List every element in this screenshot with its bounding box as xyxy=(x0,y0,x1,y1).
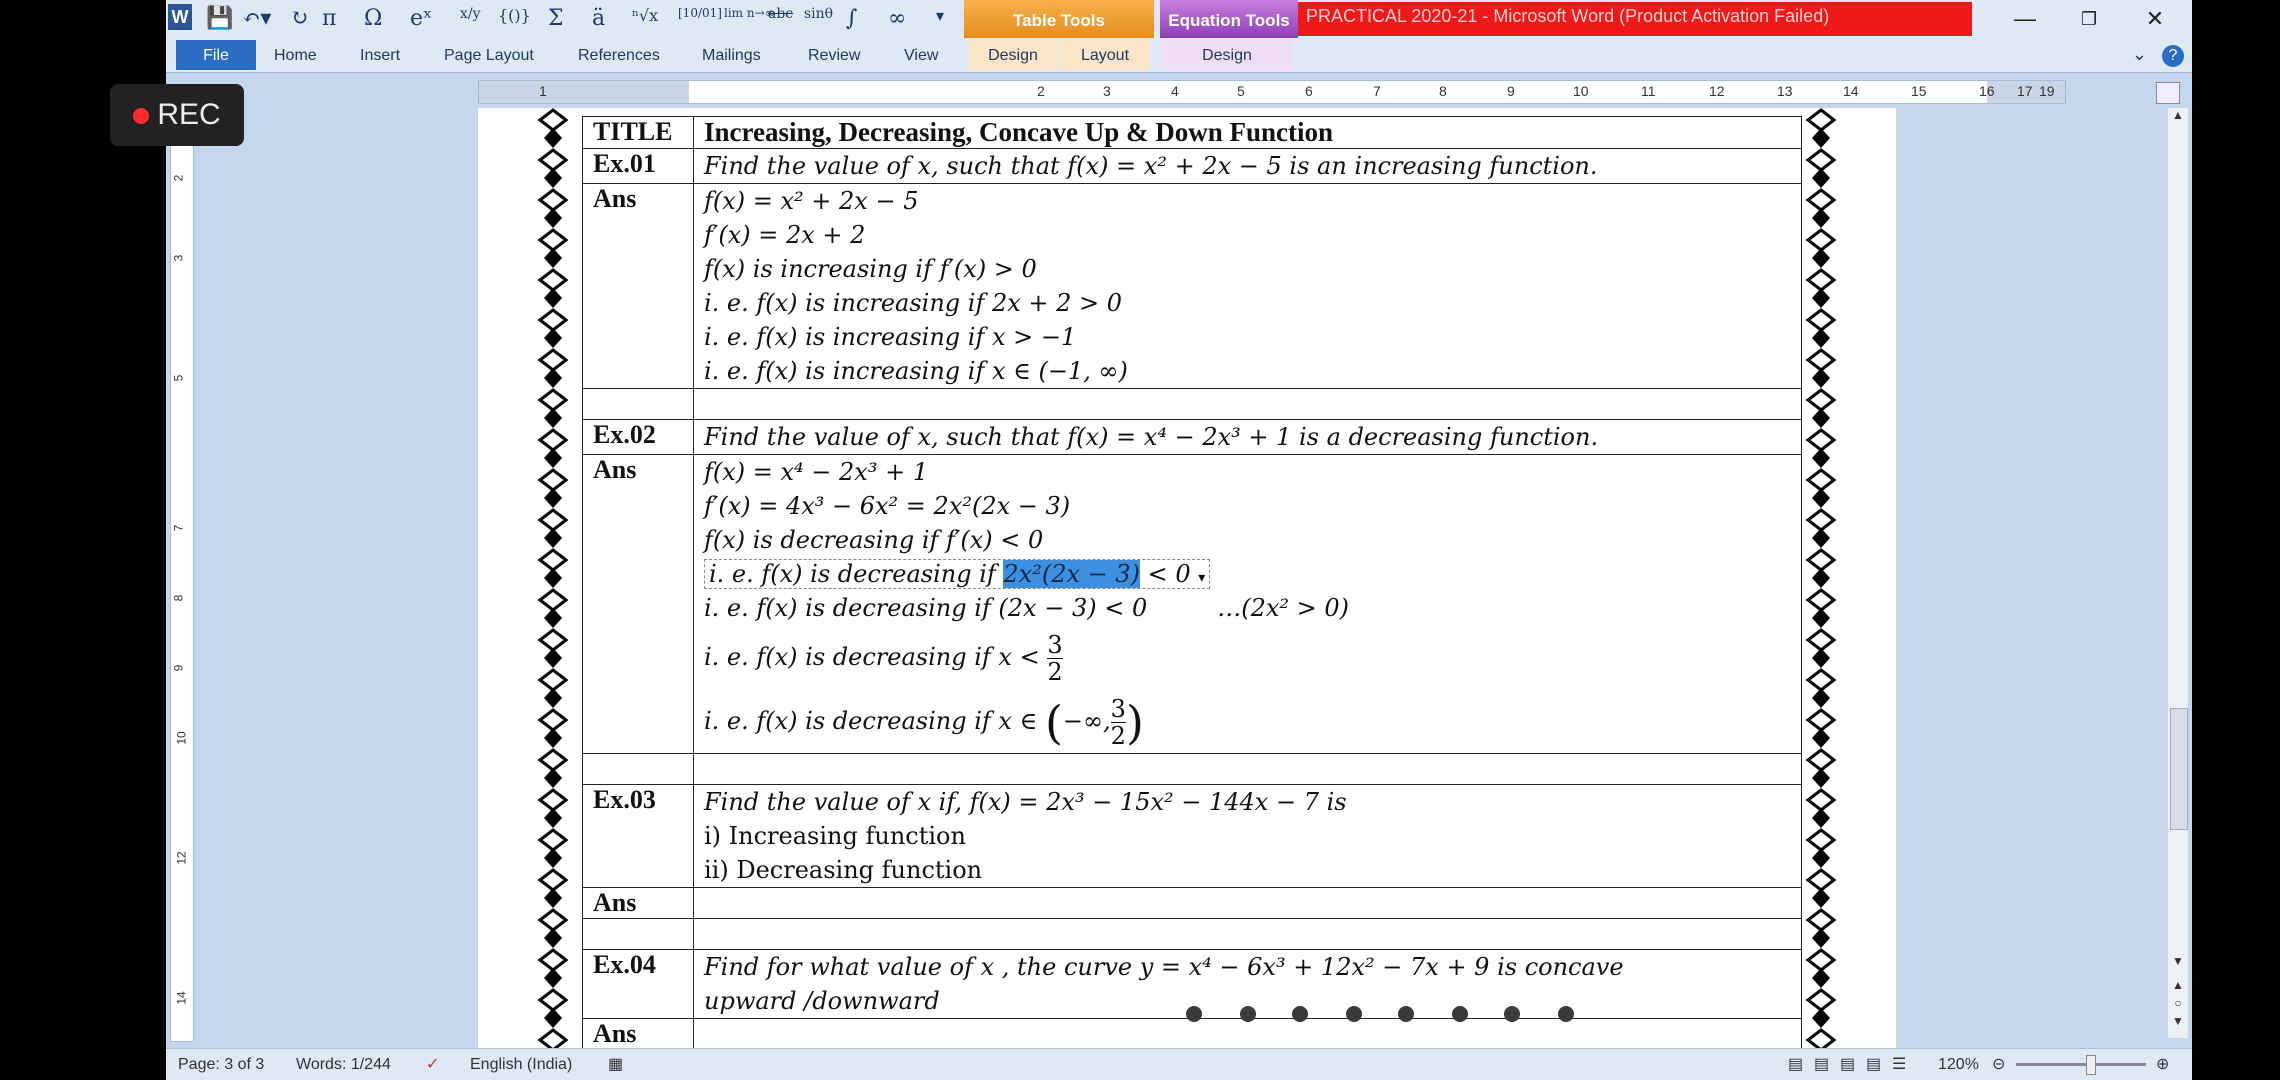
active-equation-line[interactable] xyxy=(704,557,1791,591)
undo-icon[interactable]: ↶▾ xyxy=(242,6,272,31)
selected-equation-text[interactable]: 2x²(2x − 3) xyxy=(1003,560,1141,588)
equation-line xyxy=(704,689,1791,753)
equation-text: i. e. f(x) is decreasing if (2x − 3) < 0 xyxy=(704,594,1148,622)
empty-cell[interactable] xyxy=(694,389,1802,420)
equation-line: f(x) = x⁴ − 2x³ + 1 xyxy=(704,458,929,486)
scroll-down-icon[interactable]: ▼ xyxy=(2172,954,2184,968)
pi-symbol-button[interactable]: π xyxy=(322,6,337,31)
outline-icon[interactable]: ▤ xyxy=(1866,1056,1882,1073)
worksheet-table-container xyxy=(582,116,1802,1048)
right-paren: ) xyxy=(1125,695,1144,750)
matrix-button[interactable]: [10/01] xyxy=(678,6,722,20)
ruler-number: 5 xyxy=(1237,83,1245,99)
page-indicator-dot[interactable] xyxy=(1186,1006,1202,1022)
tab-review[interactable]: Review xyxy=(808,47,861,64)
fraction-button[interactable]: x/y xyxy=(460,6,481,22)
equation-line: f′(x) = 2x + 2 xyxy=(704,221,866,249)
page-indicator-dot[interactable] xyxy=(1558,1006,1574,1022)
ruler-number: 19 xyxy=(2039,83,2055,99)
status-bar xyxy=(166,1048,2192,1080)
ex03-question-cell[interactable] xyxy=(694,785,1802,888)
ruler-number: 17 xyxy=(2017,83,2033,99)
strikethrough-button[interactable]: abc xyxy=(768,6,794,22)
equation-line: f(x) is increasing if f′(x) > 0 xyxy=(704,255,1037,283)
ex03-ans-label[interactable]: Ans xyxy=(583,888,694,919)
equation-text: i. e. f(x) is decreasing if x ∈ xyxy=(704,707,1045,735)
integral-button[interactable]: ∫ xyxy=(846,6,858,31)
zoom-slider[interactable] xyxy=(2016,1063,2146,1066)
page-indicator-dot[interactable] xyxy=(1240,1006,1256,1022)
tab-equation-design[interactable]: Design xyxy=(1162,40,1292,70)
ruler-number: 2 xyxy=(1037,83,1045,99)
equation-text: i. e. f(x) is decreasing if x < xyxy=(704,643,1048,671)
ruler-number: 7 xyxy=(1373,83,1381,99)
ruler-number: 16 xyxy=(1979,83,1995,99)
word-window xyxy=(166,0,2192,1080)
table-row xyxy=(583,455,1802,754)
table-row xyxy=(583,420,1802,455)
empty-cell[interactable] xyxy=(583,389,694,420)
empty-cell[interactable] xyxy=(583,754,694,785)
vruler-number: 9 xyxy=(171,664,186,672)
ruler-number: 13 xyxy=(1777,83,1793,99)
ex02-ans-label[interactable]: Ans xyxy=(583,455,694,754)
table-row xyxy=(583,785,1802,888)
fraction-denominator: 2 xyxy=(1110,722,1126,750)
vruler-number: 7 xyxy=(171,524,186,532)
vruler-number: 12 xyxy=(174,851,189,865)
tab-references[interactable]: References xyxy=(578,47,660,64)
equation-line xyxy=(704,625,1791,689)
tab-page-layout[interactable]: Page Layout xyxy=(444,47,534,64)
bracket-button[interactable]: {()} xyxy=(498,6,531,25)
ruler-number: 6 xyxy=(1305,83,1313,99)
ex04-question-continued: upward /downward xyxy=(704,987,940,1015)
ruler-number: 9 xyxy=(1507,83,1515,99)
next-page-icon[interactable]: ▼ xyxy=(2172,1014,2184,1028)
ex03-answer-cell[interactable] xyxy=(694,888,1802,919)
empty-cell[interactable] xyxy=(583,919,694,950)
tab-table-design[interactable]: Design xyxy=(968,40,1058,70)
page-indicator-dot[interactable] xyxy=(1452,1006,1468,1022)
equation-text: < 0 xyxy=(1140,560,1191,588)
title-label[interactable]: TITLE xyxy=(583,117,694,149)
close-icon[interactable]: ✕ xyxy=(2145,6,2165,31)
decorative-page-border-left xyxy=(536,108,570,1048)
table-tools-header: Table Tools xyxy=(964,0,1154,38)
view-ruler-icon[interactable] xyxy=(2156,82,2180,104)
ex01-label[interactable]: Ex.01 xyxy=(583,149,694,184)
table-row xyxy=(583,1019,1802,1049)
exponent-button[interactable]: eˣ xyxy=(410,6,433,31)
infinity-button[interactable]: ∞ xyxy=(888,6,907,31)
ex02-label[interactable]: Ex.02 xyxy=(583,420,694,455)
tab-table-layout[interactable]: Layout xyxy=(1060,40,1150,70)
ex04-question: Find for what value of x , the curve y = x⁴ − 6x³ + 12x² − 7x + 9 is concave xyxy=(704,953,1624,981)
equation-text: −∞, xyxy=(1062,707,1111,735)
vruler-number: 8 xyxy=(171,594,186,602)
page-indicator-dot[interactable] xyxy=(1292,1006,1308,1022)
browse-object-icon[interactable]: ○ xyxy=(2174,996,2182,1010)
equation-line: f(x) is decreasing if f′(x) < 0 xyxy=(704,526,1044,554)
equation-text: i. e. f(x) is decreasing if xyxy=(709,560,1004,588)
proofing-icon[interactable]: ✓ xyxy=(426,1056,440,1073)
document-page[interactable] xyxy=(478,108,1896,1048)
equation-line: i. e. f(x) is increasing if x > −1 xyxy=(704,323,1077,351)
vruler-number: 3 xyxy=(171,254,186,262)
list-item: i) Increasing function xyxy=(704,822,966,850)
fraction xyxy=(1111,696,1126,749)
ex02-question-cell[interactable] xyxy=(694,420,1802,455)
ruler-number: 11 xyxy=(1641,83,1656,99)
recording-indicator[interactable] xyxy=(110,84,244,146)
vruler-number: 5 xyxy=(171,374,186,382)
word-count[interactable]: Words: 1/244 xyxy=(296,1056,391,1073)
table-row xyxy=(583,888,1802,919)
zoom-in-icon[interactable]: ⊕ xyxy=(2156,1056,2170,1073)
vertical-ruler[interactable] xyxy=(170,110,194,1042)
equation-options-icon[interactable]: ▾ xyxy=(1198,570,1206,586)
ex02-answer-cell[interactable] xyxy=(694,455,1802,754)
zoom-level[interactable]: 120% xyxy=(1938,1056,1979,1073)
full-screen-reading-icon[interactable]: ▤ xyxy=(1814,1056,1830,1073)
help-icon[interactable]: ? xyxy=(2162,45,2184,67)
draft-icon[interactable]: ☰ xyxy=(1892,1056,1907,1073)
vruler-number: 2 xyxy=(171,174,186,182)
redo-icon[interactable]: ↻ xyxy=(290,6,309,31)
language-indicator[interactable]: English (India) xyxy=(470,1056,573,1073)
fraction-numerator: 3 xyxy=(1047,631,1063,659)
ruler-number: 12 xyxy=(1709,83,1725,99)
equation-note: …(2x² > 0) xyxy=(1217,594,1350,622)
zoom-slider-knob[interactable] xyxy=(2086,1055,2096,1075)
left-paren: ( xyxy=(1044,695,1063,750)
worksheet-title[interactable]: Increasing, Decreasing, Concave Up & Down Function xyxy=(694,117,1802,149)
limit-button[interactable]: lim n→∞ xyxy=(724,6,775,20)
table-row xyxy=(583,389,1802,420)
customize-toolbar-icon[interactable]: ▾ xyxy=(936,6,945,25)
ex04-ans-label[interactable]: Ans xyxy=(583,1019,694,1049)
worksheet-table xyxy=(582,116,1802,1048)
tab-mailings[interactable]: Mailings xyxy=(702,47,761,64)
ex03-label[interactable]: Ex.03 xyxy=(583,785,694,888)
title-bar xyxy=(166,0,2192,38)
zoom-out-icon[interactable]: ⊝ xyxy=(1992,1056,2006,1073)
vertical-scrollbar[interactable] xyxy=(2168,108,2188,1038)
fraction-denominator: 2 xyxy=(1047,658,1063,686)
ex01-question: Find the value of x, such that f(x) = x² + 2x − 5 is an increasing function. xyxy=(704,152,1598,180)
print-layout-icon[interactable]: ▤ xyxy=(1788,1056,1804,1073)
ruler-number: 3 xyxy=(1103,83,1111,99)
table-row xyxy=(583,184,1802,389)
list-item: ii) Decreasing function xyxy=(704,856,983,884)
recording-label: REC xyxy=(157,98,221,131)
tab-file[interactable]: File xyxy=(176,40,256,70)
equation-container[interactable] xyxy=(704,559,1210,589)
ruler-margin-left xyxy=(479,81,689,103)
minimize-icon[interactable]: — xyxy=(2014,6,2036,31)
empty-cell[interactable] xyxy=(694,919,1802,950)
collapse-ribbon-icon[interactable]: ⌄ xyxy=(2131,44,2147,64)
ex04-answer-cell[interactable] xyxy=(694,1019,1802,1049)
ex03-question: Find the value of x if, f(x) = 2x³ − 15x² − 144x − 7 is xyxy=(704,788,1347,816)
table-row xyxy=(583,754,1802,785)
tab-view[interactable]: View xyxy=(904,47,939,64)
save-icon[interactable]: 💾 xyxy=(206,6,234,31)
horizontal-ruler[interactable] xyxy=(478,80,2066,104)
empty-cell[interactable] xyxy=(694,754,1802,785)
tab-home[interactable]: Home xyxy=(274,47,317,64)
ruler-number: 1 xyxy=(539,83,547,99)
function-button[interactable]: sinθ xyxy=(804,6,834,22)
table-row xyxy=(583,149,1802,184)
window-title: PRACTICAL 2020-21 - Microsoft Word (Product Activation Failed) xyxy=(1306,6,1830,26)
word-app-icon[interactable]: W xyxy=(168,4,192,30)
ribbon-tabs xyxy=(166,38,2192,73)
ruler-number: 4 xyxy=(1171,83,1179,99)
equation-line: i. e. f(x) is increasing if x ∈ (−1, ∞) xyxy=(704,357,1128,385)
ex01-question-cell[interactable] xyxy=(694,149,1802,184)
vruler-number: 10 xyxy=(174,731,189,745)
ribbon-controls xyxy=(2132,44,2184,67)
page-indicator-dot[interactable] xyxy=(1346,1006,1362,1022)
ruler-number: 15 xyxy=(1911,83,1927,99)
scrollbar-thumb[interactable] xyxy=(2170,708,2188,830)
ex01-answer-cell[interactable] xyxy=(694,184,1802,389)
web-layout-icon[interactable]: ▤ xyxy=(1840,1056,1856,1073)
omega-symbol-button[interactable]: Ω xyxy=(364,6,383,31)
equation-line: f(x) = x² + 2x − 5 xyxy=(704,187,919,215)
ruler-number: 8 xyxy=(1439,83,1447,99)
ex01-ans-label[interactable]: Ans xyxy=(583,184,694,389)
table-row xyxy=(583,117,1802,149)
ruler-number: 10 xyxy=(1573,83,1589,99)
previous-page-icon[interactable]: ▲ xyxy=(2172,978,2184,992)
scroll-up-icon[interactable]: ▲ xyxy=(2172,108,2184,122)
ex02-question: Find the value of x, such that f(x) = x⁴ − 2x³ + 1 is a decreasing function. xyxy=(704,423,1599,451)
record-dot-icon xyxy=(133,108,149,124)
fraction-numerator: 3 xyxy=(1110,695,1126,723)
ruler-number: 14 xyxy=(1843,83,1859,99)
vruler-number: 14 xyxy=(174,991,189,1005)
equation-line: f′(x) = 4x³ − 6x² = 2x²(2x − 3) xyxy=(704,492,1071,520)
restore-icon[interactable]: ❐ xyxy=(2080,9,2098,29)
page-indicator-dot[interactable] xyxy=(1504,1006,1520,1022)
radical-button[interactable]: ⁿ√x xyxy=(632,6,659,25)
accent-button[interactable]: ä xyxy=(592,6,606,31)
fraction xyxy=(1047,632,1062,685)
table-row xyxy=(583,919,1802,950)
ex04-label[interactable]: Ex.04 xyxy=(583,950,694,1019)
macro-record-icon[interactable]: ▦ xyxy=(608,1056,624,1073)
page-indicator-dot[interactable] xyxy=(1398,1006,1414,1022)
decorative-page-border-right xyxy=(1804,108,1838,1048)
tab-insert[interactable]: Insert xyxy=(360,47,401,64)
equation-tools-header: Equation Tools xyxy=(1160,0,1298,38)
page-count[interactable]: Page: 3 of 3 xyxy=(178,1056,265,1073)
sum-button[interactable]: Σ xyxy=(548,6,564,31)
equation-line: i. e. f(x) is increasing if 2x + 2 > 0 xyxy=(704,289,1123,317)
equation-line xyxy=(704,591,1791,625)
